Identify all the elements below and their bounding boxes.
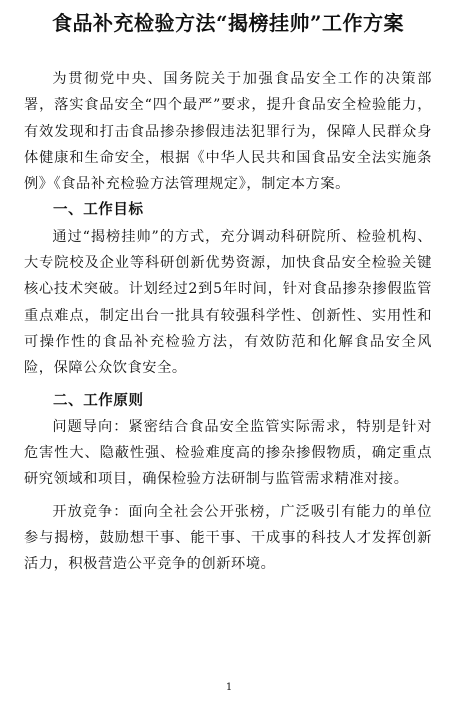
goals-paragraph: 通过“揭榜挂帅”的方式，充分调动科研院所、检验机构、大专院校及企业等科研创新优势资源，加快食品安全检验关键核心技术突破。计划经过2到5年时间，针对食品掺杂掺假监管重点难点，制定出台一批具有较强科学性、创新性、实用性和可操作性的食品补充检验方法，有效防范和化解食品安全风险，保障公众饮食安全。 <box>24 228 432 377</box>
page-number: 1 <box>225 682 233 693</box>
principle-paragraph-open-competition: 开放竞争：面向全社会公开张榜，广泛吸引有能力的单位参与揭榜，鼓励想干事、能干事、干成事的科技人才发挥创新活力，积极营造公平竞争的创新环境。 <box>24 503 432 573</box>
principle-paragraph-problem-oriented: 问题导向：紧密结合食品安全监管实际需求，特别是针对危害性大、隐蔽性强、检验难度高的掺杂掺假物质，确定重点研究领域和项目，确保检验方法研制与监管需求精准对接。 <box>24 418 432 488</box>
section-heading-goals: 一、工作目标 <box>53 201 144 219</box>
intro-paragraph: 为贯彻党中央、国务院关于加强食品安全工作的决策部署，落实食品安全“四个最严”要求，提升食品安全检验能力，有效发现和打击食品掺杂掺假违法犯罪行为，保障人民群众身体健康和生命安全，根据《中华人民共和国食品安全法实施条例》《食品补充检验方法管理规定》，制定本方案。 <box>24 71 432 193</box>
document-title: 食品补充检验方法“揭榜挂帅”工作方案 <box>51 11 404 35</box>
section-heading-principles: 二、工作原则 <box>53 391 144 409</box>
